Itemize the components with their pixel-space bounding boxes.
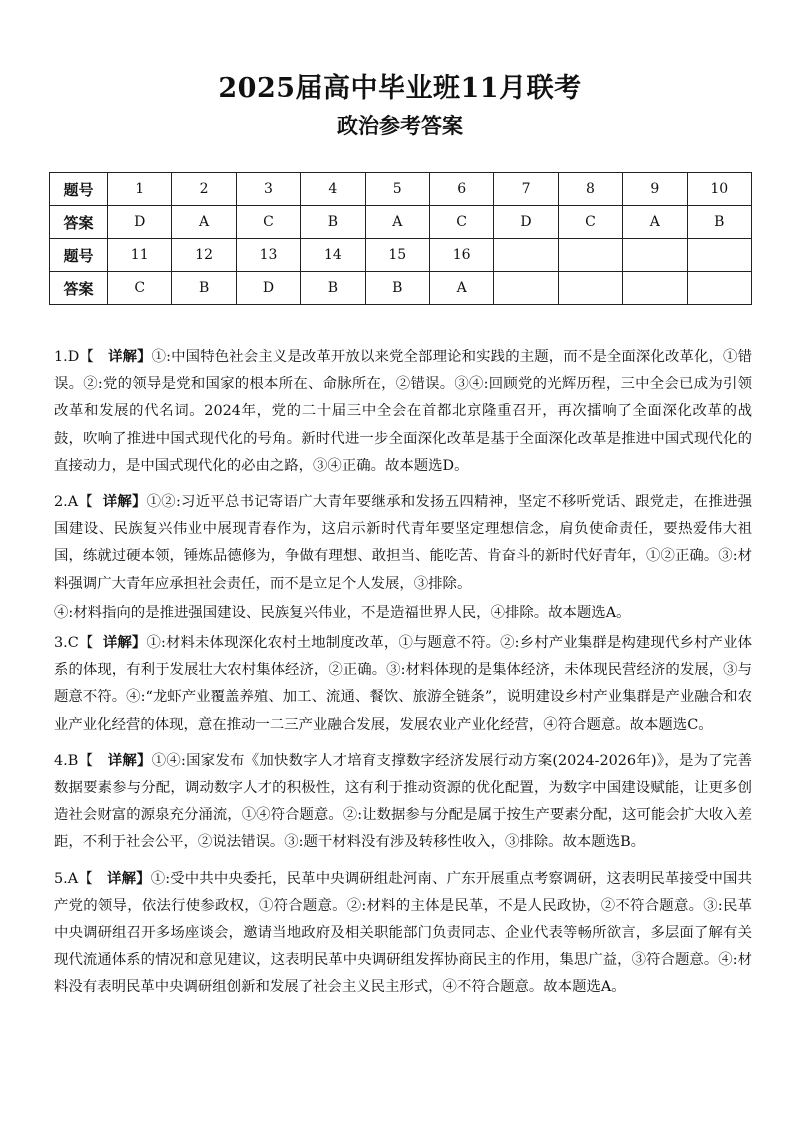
table-cell: A	[429, 272, 493, 305]
table-cell: 12	[172, 239, 236, 272]
question-number: 5.A【	[54, 870, 93, 887]
explanation-text: ①:材料未体现深化农村土地制度改革，①与题意不符。②:乡村产业集群是构建现代乡村产业体系的体现，有利于发展壮大农村集体经济，②正确。③:材料体现的是集体经济，未体现民营经济的发展，③与题意不符。④:“龙虾产业覆盖养殖、加工、流通、餐饮、旅游全链条”，说明建设乡村产业集群是产业融合和农业产业化经营的体现，意在推动一二三产业融合发展，发展农业产业化经营，④符合题意。故本题选C。	[54, 635, 752, 733]
question-number: 2.A【	[54, 494, 94, 511]
explanation-tag: 详解】	[108, 348, 152, 365]
page-title: 2025届高中毕业班11月联考	[218, 73, 582, 104]
row-label: 答案	[50, 206, 108, 239]
table-cell	[623, 239, 687, 272]
table-cell: C	[558, 206, 622, 239]
explanation-1	[54, 343, 752, 480]
table-cell: A	[172, 206, 236, 239]
table-cell: 13	[236, 239, 300, 272]
explanation-text: ①④:国家发布《加快数字人才培育支撑数字经济发展行动方案(2024-2026年)》，是为了完善数据要素参与分配，调动数字人才的积极性，这有利于推动资源的优化配置，为数字中国建设赋能，让更多创造社会财富的源泉充分涌流，①④符合题意。②:让数据参与分配是属于按生产要素分配，这可能会扩大收入差距，不利于社会公平，②说法错误。③:题干材料没有涉及转移性收入，③排除。故本题选B。	[54, 752, 752, 851]
explanation-text: ①②:习近平总书记寄语广大青年要继承和发扬五四精神，坚定不移听党话、跟党走，在推进强国建设、民族复兴伟业中展现青春作为，这启示新时代青年要坚定理想信念，肩负使命责任，要热爱伟大祖国，练就过硬本领，锤炼品德修为，争做有理想、敢担当、能吃苦、肯奋斗的新时代好青年，①②正确。③:材料强调广大青年应承担社会责任，而不是立足个人发展，③排除。	[54, 494, 753, 592]
explanation-2	[54, 488, 752, 598]
explanation-tag: 详解】	[102, 634, 147, 652]
table-cell: 10	[687, 173, 751, 206]
question-number: 4.B【	[54, 752, 94, 769]
table-cell: 4	[301, 173, 365, 206]
table-cell	[558, 272, 622, 305]
table-cell	[687, 272, 751, 305]
table-cell: A	[365, 206, 429, 239]
explanation-tag: 详解】	[102, 493, 147, 511]
table-row	[50, 272, 752, 305]
table-cell: D	[108, 206, 172, 239]
table-cell: 16	[429, 239, 493, 272]
table-cell	[494, 239, 558, 272]
table-cell: B	[301, 272, 365, 305]
question-number: 1.D【	[54, 349, 94, 365]
explanations	[54, 343, 752, 1010]
explanation-tag: 详解】	[107, 869, 151, 887]
table-cell: B	[172, 272, 236, 305]
question-number: 3.C【	[54, 635, 94, 652]
table-cell: 3	[236, 173, 300, 206]
table-cell: 14	[301, 239, 365, 272]
table-cell: D	[236, 272, 300, 305]
table-row	[50, 173, 752, 206]
explanation-text: ①:受中共中央委托，民革中央调研组赴河南、广东开展重点考察调研，这表明民革接受中国共产党的领导，依法行使参政权，①符合题意。②:材料的主体是民革，不是人民政协，②不符合题意。③:民革中央调研组召开多场座谈会，邀请当地政府及相关职能部门负责同志、企业代表等畅所欲言，多层面了解有关现代流通体系的情况和意见建议，这表明民革中央调研组发挥协商民主的作用，集思广益，③符合题意。④:材料没有表明民革中央调研组创新和发展了社会主义民主形式，④不符合题意。故本题选A。	[54, 870, 752, 996]
table-cell: B	[365, 272, 429, 305]
explanation-5	[54, 865, 752, 1002]
table-cell: C	[236, 206, 300, 239]
table-cell: 5	[365, 173, 429, 206]
table-cell: 6	[429, 173, 493, 206]
table-cell: 15	[365, 239, 429, 272]
explanation-4	[54, 747, 752, 857]
table-cell: A	[623, 206, 687, 239]
row-label: 题号	[50, 239, 108, 272]
explanation-2-extra: ④:材料指向的是推进强国建设、民族复兴伟业，不是造福世界人民，④排除。故本题选A。	[54, 604, 631, 621]
row-label: 题号	[50, 173, 108, 206]
table-cell: C	[108, 272, 172, 305]
table-cell: 1	[108, 173, 172, 206]
table-cell: 7	[494, 173, 558, 206]
page-subtitle: 政治参考答案	[337, 113, 463, 138]
table-cell	[687, 239, 751, 272]
table-cell: B	[687, 206, 751, 239]
explanation-3	[54, 629, 752, 739]
table-cell: B	[301, 206, 365, 239]
table-cell	[494, 272, 558, 305]
table-row	[50, 239, 752, 272]
table-cell: 11	[108, 239, 172, 272]
table-cell: C	[429, 206, 493, 239]
table-cell: 2	[172, 173, 236, 206]
table-row	[50, 206, 752, 239]
answer-table	[49, 172, 752, 305]
table-cell: 8	[558, 173, 622, 206]
table-cell	[558, 239, 622, 272]
table-cell	[623, 272, 687, 305]
explanation-tag: 详解】	[107, 751, 152, 769]
table-cell: 9	[623, 173, 687, 206]
table-cell: D	[494, 206, 558, 239]
row-label: 答案	[50, 272, 108, 305]
explanation-text: ①:中国特色社会主义是改革开放以来党全部理论和实践的主题，而不是全面深化改革化，①错误。②:党的领导是党和国家的根本所在、命脉所在，②错误。③④:回顾党的光辉历程，三中全会已成为引领改革和发展的代名词。2024年，党的二十届三中全会在首都北京隆重召开，再次擂响了全面深化改革的战鼓，吹响了推进中国式现代化的号角。新时代进一步全面深化改革是基于全面深化改革是推进中国式现代化的直接动力，是中国式现代化的必由之路，③④正确。故本题选D。	[54, 349, 752, 474]
